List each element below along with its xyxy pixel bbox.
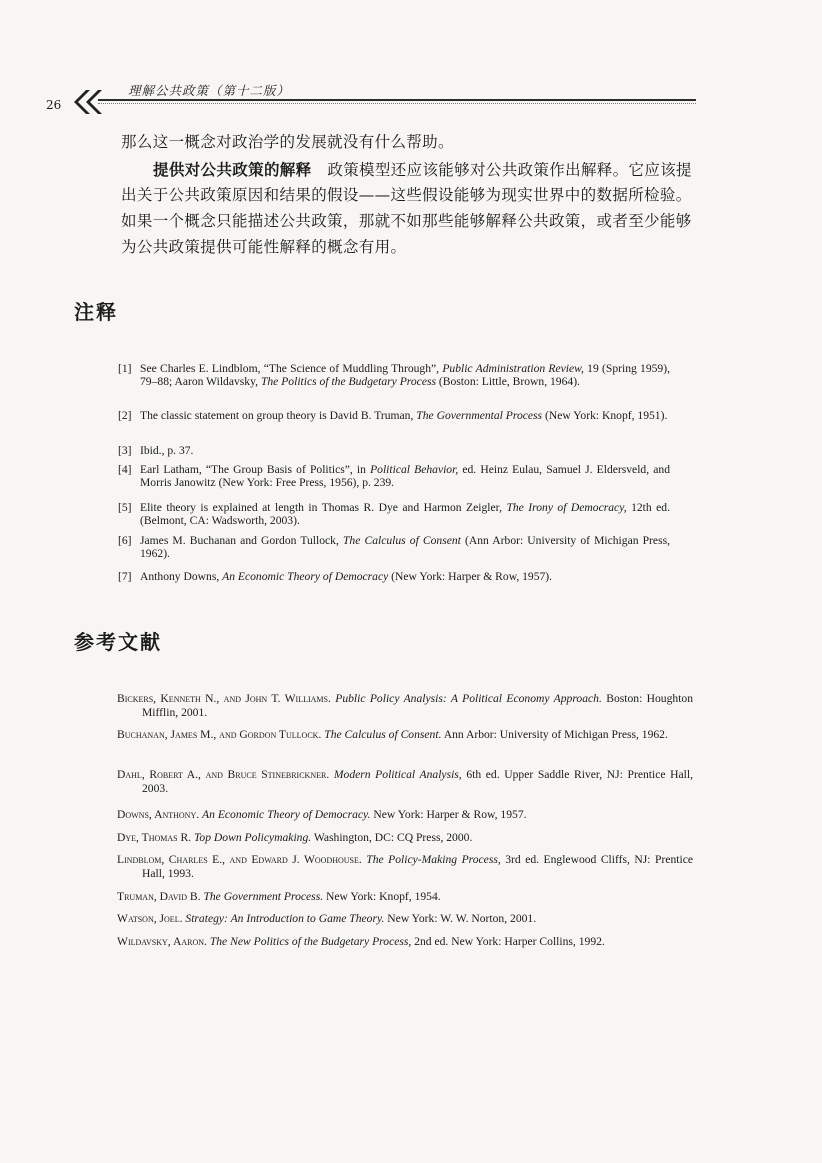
reference-publisher: New York: Knopf, 1954.	[323, 890, 441, 903]
reference-title: Modern Political Analysis,	[333, 768, 462, 781]
reference-author: Wildavsky, Aaron.	[117, 935, 207, 948]
note-text: The classic statement on group theory is David B. Truman,	[140, 409, 417, 422]
reference-publisher: Ann Arbor: University of Michigan Press, 1962.	[441, 728, 668, 741]
reference-author: Bickers, Kenneth N., and John T. Williams.	[117, 692, 331, 705]
note-number: [5]	[118, 501, 132, 514]
reference-author: Dahl, Robert A., and Bruce Stinebrickner.	[117, 768, 330, 781]
reference-title: Strategy: An Introduction to Game Theory.	[185, 912, 385, 925]
reference-title: An Economic Theory of Democracy.	[202, 808, 371, 821]
note-text: (Boston: Little, Brown, 1964).	[436, 375, 580, 388]
note-number: [2]	[118, 409, 132, 422]
running-title: 理解公共政策（第十二版）	[128, 83, 291, 98]
reference-title: The New Politics of the Budgetary Process,	[209, 935, 412, 948]
note-number: [6]	[118, 534, 132, 547]
references-heading: 参考文献	[74, 630, 162, 654]
reference-author: Downs, Anthony.	[117, 808, 200, 821]
reference-item	[117, 935, 693, 949]
note-text: ed. Heinz Eulau, Samuel J. Eldersveld, and Morris Janowitz (New York: Free Press, 1956), p. 239.	[140, 463, 670, 489]
note-title: An Economic Theory of Democracy	[222, 570, 389, 583]
reference-item	[117, 912, 693, 926]
reference-author: Buchanan, James M., and Gordon Tullock.	[117, 728, 322, 741]
reference-publisher: 6th ed. Upper Saddle River, NJ: Prentice Hall, 2003.	[142, 768, 693, 795]
note-text: (New York: Harper & Row, 1957).	[388, 570, 553, 583]
note-item	[118, 444, 670, 457]
note-text: See Charles E. Lindblom, “The Science of Muddling Through”,	[140, 362, 443, 375]
note-text: Elite theory is explained at length in Thomas R. Dye and Harmon Zeigler,	[140, 501, 507, 514]
note-number: [7]	[118, 570, 132, 583]
reference-publisher: Boston: Houghton Mifflin, 2001.	[142, 692, 694, 719]
reference-publisher: New York: Harper & Row, 1957.	[370, 808, 527, 821]
paragraph-lead: 提供对公共政策的解释	[153, 160, 312, 179]
reference-publisher: New York: W. W. Norton, 2001.	[384, 912, 537, 925]
reference-item	[117, 692, 693, 719]
reference-title: The Calculus of Consent.	[324, 728, 442, 741]
reference-publisher: 2nd ed. New York: Harper Collins, 1992.	[411, 935, 605, 948]
note-title: The Irony of Democracy,	[506, 501, 627, 514]
reference-author: Truman, David B.	[117, 890, 201, 903]
header-rule-dotted	[98, 103, 696, 104]
note-text: (Ann Arbor: University of Michigan Press, 1962).	[140, 534, 670, 560]
reference-item	[117, 728, 693, 742]
note-text: James M. Buchanan and Gordon Tullock,	[140, 534, 343, 547]
notes-heading: 注释	[74, 300, 118, 324]
header-rule	[98, 99, 696, 101]
body-line: 为公共政策提供可能性解释的概念有用。	[121, 238, 407, 256]
note-text: (New York: Knopf, 1951).	[542, 409, 668, 422]
reference-title: The Policy-Making Process,	[366, 853, 501, 866]
page-number: 26	[46, 98, 62, 112]
note-item	[118, 362, 670, 388]
note-item	[118, 570, 670, 583]
reference-author: Dye, Thomas R.	[117, 831, 192, 844]
note-text: Earl Latham, “The Group Basis of Politics”, in	[140, 463, 371, 476]
note-text: 12th ed. (Belmont, CA: Wadsworth, 2003).	[140, 501, 671, 527]
reference-publisher: Washington, DC: CQ Press, 2000.	[311, 831, 473, 844]
reference-title: Top Down Policymaking.	[194, 831, 312, 844]
body-line: 如果一个概念只能描述公共政策，那就不如那些能够解释公共政策，或者至少能够	[121, 212, 692, 230]
reference-title: Public Policy Analysis: A Political Economy Approach.	[335, 692, 602, 705]
reference-item	[117, 768, 693, 795]
double-chevron-icon	[72, 88, 108, 116]
note-item	[118, 501, 670, 527]
note-title: The Governmental Process	[416, 409, 543, 422]
reference-author: Watson, Joel.	[117, 912, 183, 925]
body-line: 出关于公共政策原因和结果的假设——这些假设能够为现实世界中的数据所检验。	[121, 186, 692, 204]
note-number: [1]	[118, 362, 132, 375]
reference-item	[117, 808, 693, 822]
note-item	[118, 534, 670, 560]
note-title: Political Behavior,	[370, 463, 459, 476]
note-number: [4]	[118, 463, 132, 476]
note-item	[118, 409, 670, 422]
note-text: Anthony Downs,	[140, 570, 223, 583]
reference-title: The Government Process.	[203, 890, 324, 903]
body-text: 政策模型还应该能够对公共政策作出解释。它应该提	[327, 161, 692, 179]
reference-item	[117, 890, 693, 904]
reference-item	[117, 831, 693, 845]
note-title: Public Administration Review,	[442, 362, 584, 375]
reference-author: Lindblom, Charles E., and Edward J. Woodhouse.	[117, 853, 362, 866]
note-number: [3]	[118, 444, 132, 457]
note-text: Ibid., p. 37.	[140, 444, 194, 457]
body-line: 那么这一概念对政治学的发展就没有什么帮助。	[121, 133, 454, 151]
note-title: The Politics of the Budgetary Process	[260, 375, 436, 388]
note-text: 19 (Spring 1959), 79–88; Aaron Wildavsky,	[140, 362, 670, 388]
note-item	[118, 463, 670, 489]
note-title: The Calculus of Consent	[342, 534, 461, 547]
body-line	[153, 162, 692, 179]
reference-publisher: 3rd ed. Englewood Cliffs, NJ: Prentice Hall, 1993.	[142, 853, 693, 880]
reference-item	[117, 853, 693, 880]
